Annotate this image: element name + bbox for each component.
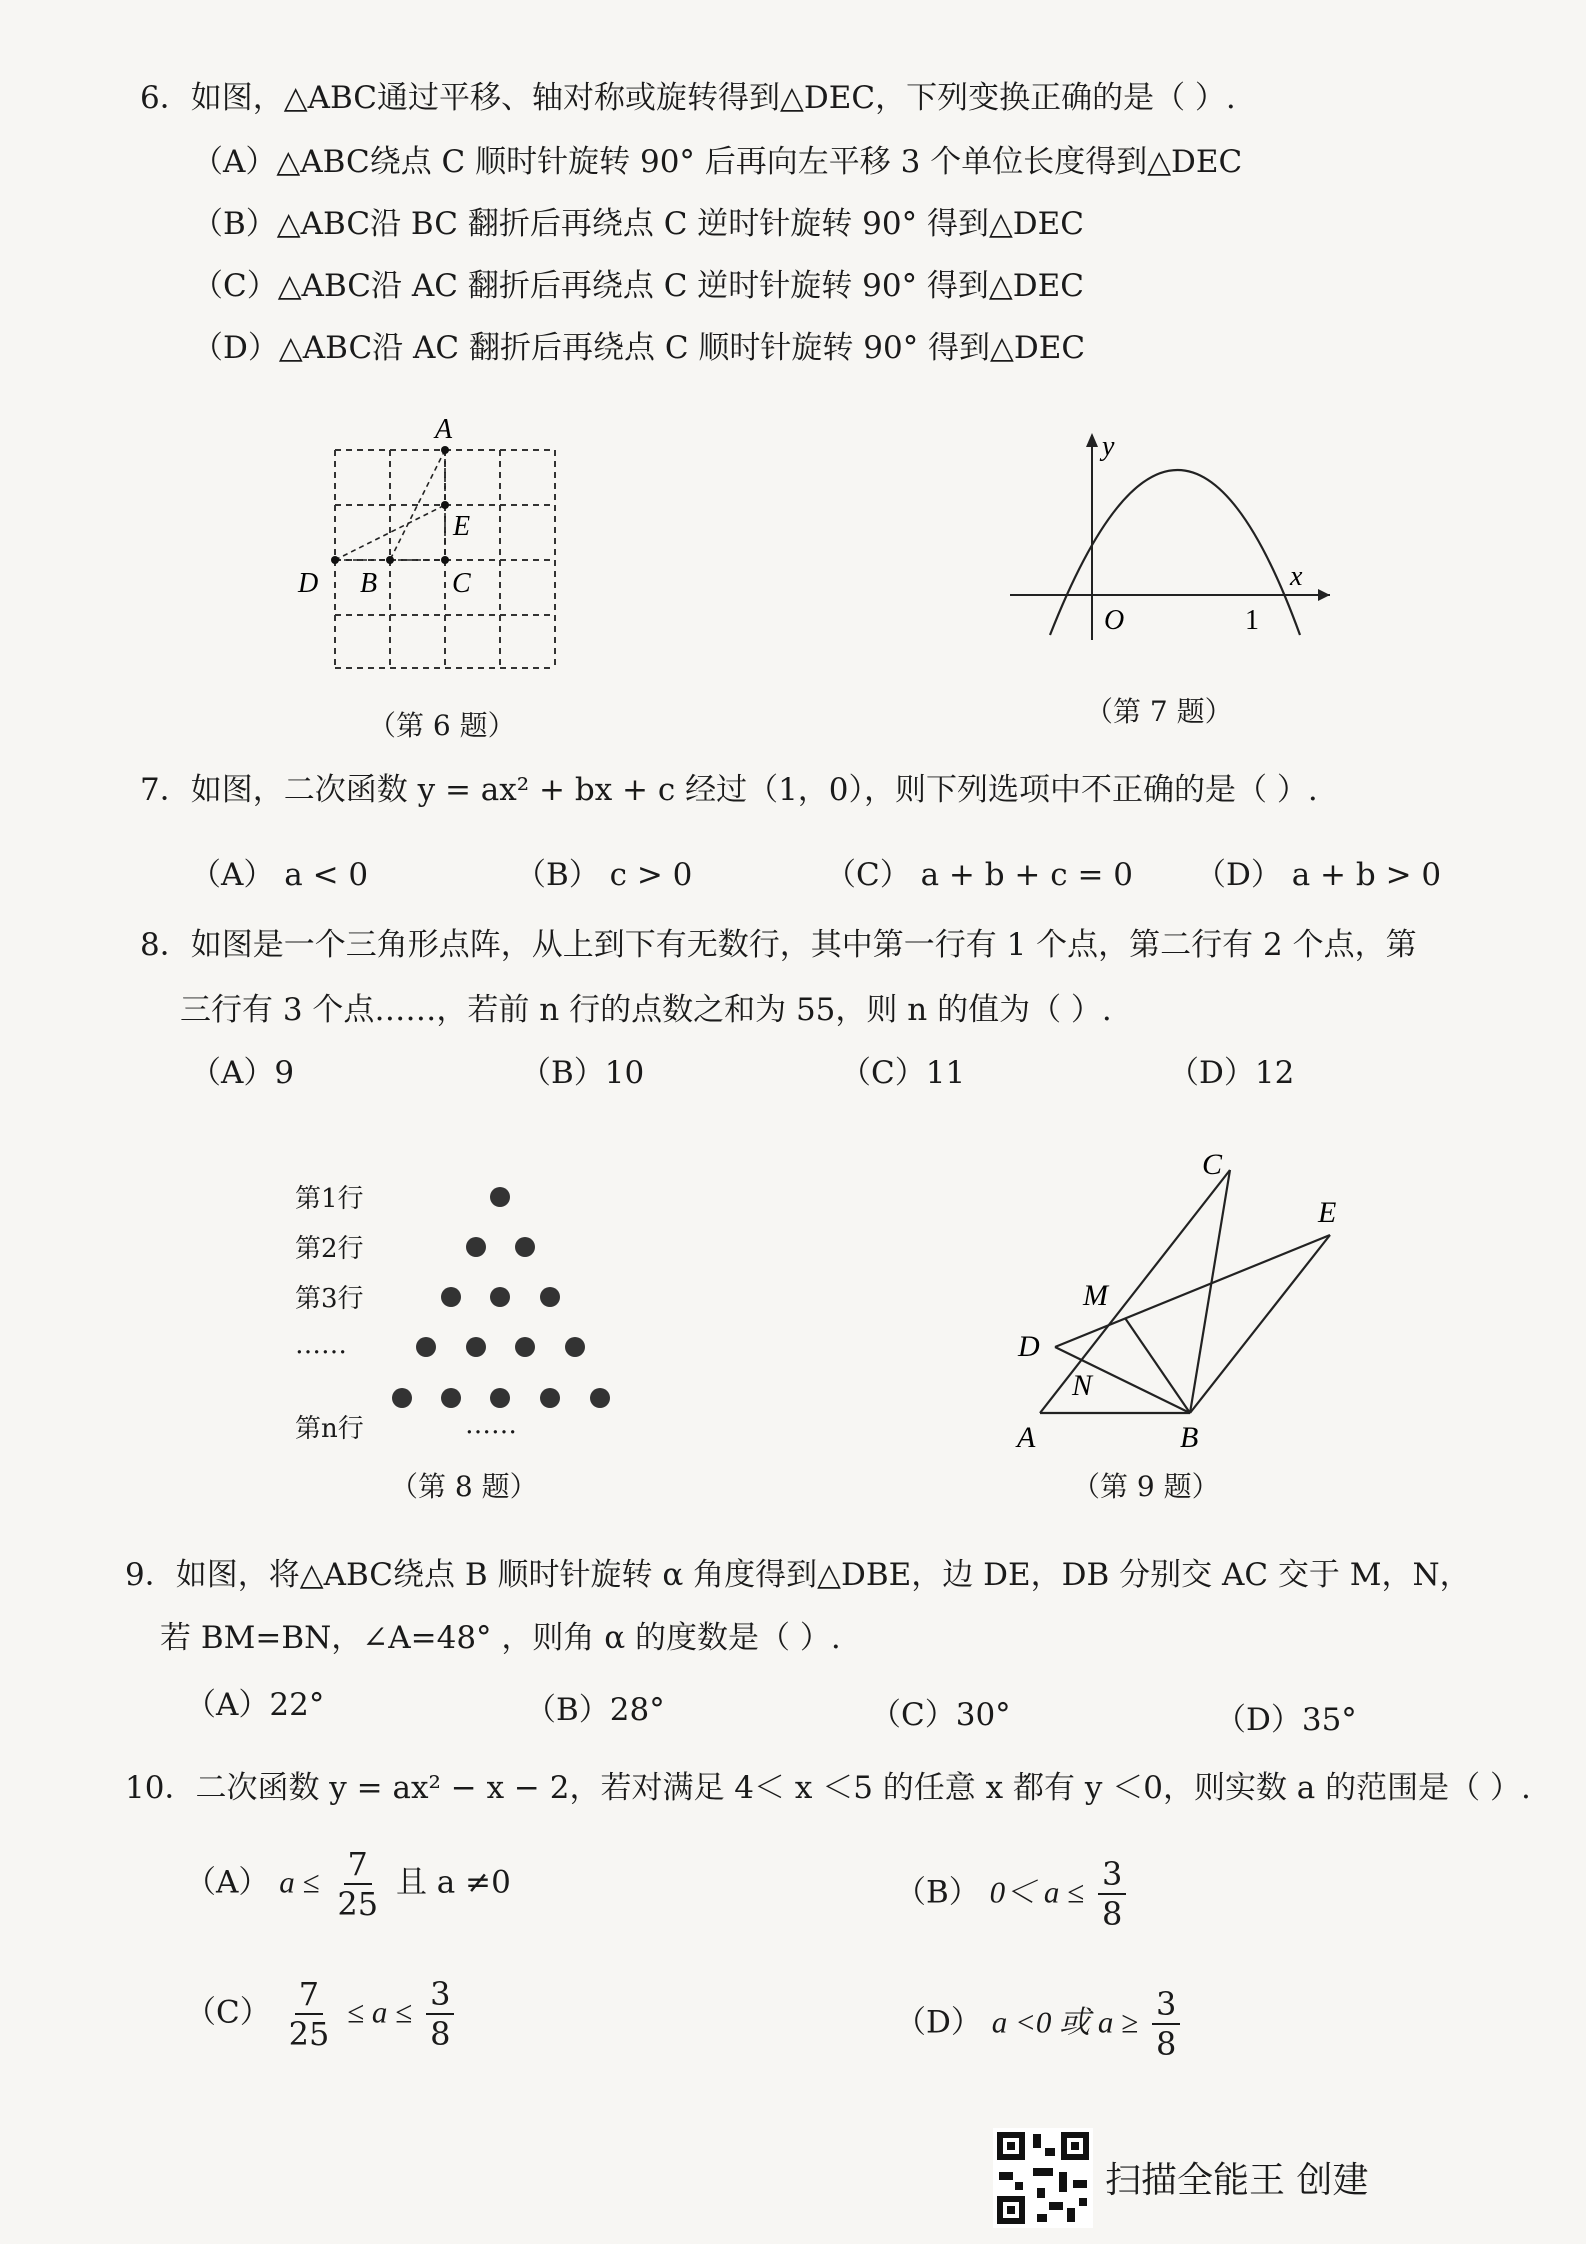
q10-option-c-mid: ≤ a ≤ — [347, 1994, 413, 2030]
q10-option-d-pre: a <0 或 a ≥ — [991, 2004, 1139, 2040]
q6-option-c: （C）△ABC沿 AC 翻折后再绕点 C 逆时针旋转 90° 得到△DEC — [192, 268, 1084, 304]
q7-option-d: （D） a + b > 0 — [1195, 857, 1442, 893]
q8-row-label-2: 第2行 — [295, 1234, 364, 1264]
q10-option-b — [895, 1855, 1130, 1933]
q7-label-y: y — [1102, 431, 1115, 462]
q8-option-a: （A）9 — [190, 1055, 295, 1091]
q10-option-b-numerator: 3 — [1098, 1855, 1126, 1895]
q8-option-b: （B）10 — [520, 1055, 645, 1091]
q9-option-a: （A）22° — [185, 1687, 325, 1723]
q9-option-c: （C）30° — [870, 1697, 1011, 1733]
q10-option-a-denominator: 25 — [337, 1885, 379, 1923]
q8-stem-line2: 三行有 3 个点……，若前 n 行的点数之和为 55，则 n 的值为（ ）. — [180, 992, 1112, 1028]
q10-option-a-fraction — [333, 1845, 382, 1923]
q10-option-a-label: （A） — [185, 1864, 270, 1901]
qr-code-icon — [993, 2128, 1093, 2228]
q10-option-d — [895, 1985, 1184, 2063]
q10-option-c-fraction-high — [426, 1975, 454, 2053]
q10-option-c-fraction-low — [285, 1975, 334, 2053]
q6-label-c: C — [452, 568, 471, 599]
q10-option-c-numerator-2: 3 — [426, 1975, 454, 2015]
q10-stem: 10．二次函数 y = ax² − x − 2，若对满足 4＜ x ＜5 的任意 x 都有 y ＜0，则实数 a 的范围是（ ）. — [125, 1770, 1531, 1806]
q9-label-e: E — [1318, 1196, 1337, 1229]
q7-label-one: 1 — [1245, 605, 1259, 636]
q6-option-b: （B）△ABC沿 BC 翻折后再绕点 C 逆时针旋转 90° 得到△DEC — [192, 206, 1084, 242]
q9-label-n: N — [1072, 1369, 1093, 1402]
q9-stem-line2: 若 BM=BN，∠A=48° ，则角 α 的度数是（ ）. — [160, 1620, 841, 1656]
q6-label-d: D — [298, 568, 319, 599]
q6-stem: 6．如图，△ABC通过平移、轴对称或旋转得到△DEC，下列变换正确的是（ ）. — [140, 80, 1236, 116]
q10-option-b-pre: 0＜ a ≤ — [989, 1874, 1085, 1910]
q6-caption: （第 6 题） — [368, 709, 516, 742]
q9-label-c: C — [1202, 1150, 1223, 1181]
q6-label-b: B — [360, 568, 378, 599]
q8-option-c: （C）11 — [840, 1055, 966, 1091]
q8-row-label-1: 第1行 — [295, 1184, 364, 1214]
q8-row-label-ellipsis: …… — [295, 1330, 347, 1360]
q9-label-m: M — [1083, 1279, 1108, 1312]
q10-option-a — [185, 1845, 511, 1923]
q7-option-a: （A） a < 0 — [190, 857, 369, 893]
q9-label-b: B — [1180, 1421, 1199, 1454]
q9-triangle-figure — [1000, 1150, 1380, 1470]
q10-option-c-label: （C） — [185, 1994, 271, 2031]
q9-label-d: D — [1018, 1330, 1040, 1363]
q10-option-b-label: （B） — [895, 1874, 980, 1911]
q10-option-d-numerator: 3 — [1152, 1985, 1180, 2025]
q7-caption: （第 7 题） — [1085, 695, 1233, 728]
q6-grid-figure — [290, 400, 580, 700]
q7-stem: 7．如图，二次函数 y = ax² + bx + c 经过（1，0），则下列选项中不正确的是（ ）. — [140, 772, 1318, 808]
q10-option-d-fraction — [1152, 1985, 1180, 2063]
q7-option-c: （C） a + b + c = 0 — [825, 857, 1134, 893]
q7-label-x: x — [1290, 561, 1303, 592]
q8-option-d: （D）12 — [1168, 1055, 1295, 1091]
q6-option-a: （A）△ABC绕点 C 顺时针旋转 90° 后再向左平移 3 个单位长度得到△DEC — [192, 144, 1243, 180]
q10-option-c-denominator-2: 8 — [430, 2015, 451, 2053]
q6-label-e: E — [453, 511, 471, 542]
q10-option-c-denominator-1: 25 — [288, 2015, 330, 2053]
q10-option-b-fraction — [1098, 1855, 1126, 1933]
q10-option-a-post: 且 a ≠0 — [395, 1864, 511, 1901]
q8-dot-array — [380, 1170, 620, 1410]
q10-option-d-label: （D） — [895, 2004, 982, 2041]
q8-stem-line1: 8．如图是一个三角形点阵，从上到下有无数行，其中第一行有 1 个点，第二行有 2 个点，第 — [140, 927, 1417, 963]
q7-label-origin: O — [1104, 605, 1125, 636]
q9-label-a: A — [1017, 1421, 1036, 1454]
q10-option-a-pre: a ≤ — [279, 1864, 320, 1900]
q10-option-c-numerator-1: 7 — [295, 1975, 323, 2015]
q9-option-b: （B）28° — [525, 1692, 665, 1728]
q9-caption: （第 9 题） — [1072, 1470, 1220, 1503]
q8-caption: （第 8 题） — [390, 1470, 538, 1503]
q6-label-a: A — [435, 414, 453, 445]
watermark-text: 扫描全能王 创建 — [1105, 2160, 1369, 2201]
q8-row-label-3: 第3行 — [295, 1284, 364, 1314]
q10-option-d-denominator: 8 — [1156, 2025, 1177, 2063]
q10-option-c — [185, 1975, 458, 2053]
q6-option-d: （D）△ABC沿 AC 翻折后再绕点 C 顺时针旋转 90° 得到△DEC — [192, 330, 1086, 366]
q8-row-label-n: 第n行 — [295, 1414, 364, 1444]
q9-stem-line1: 9．如图，将△ABC绕点 B 顺时针旋转 α 角度得到△DBE，边 DE，DB 分别交 AC 交于 M，N， — [125, 1557, 1471, 1593]
q8-trailing-dots: …… — [465, 1410, 517, 1440]
q7-option-b: （B） c > 0 — [515, 857, 693, 893]
q9-option-d: （D）35° — [1215, 1702, 1357, 1738]
q10-option-a-numerator: 7 — [344, 1845, 372, 1885]
q7-parabola-figure — [1000, 425, 1340, 665]
q10-option-b-denominator: 8 — [1102, 1895, 1123, 1933]
